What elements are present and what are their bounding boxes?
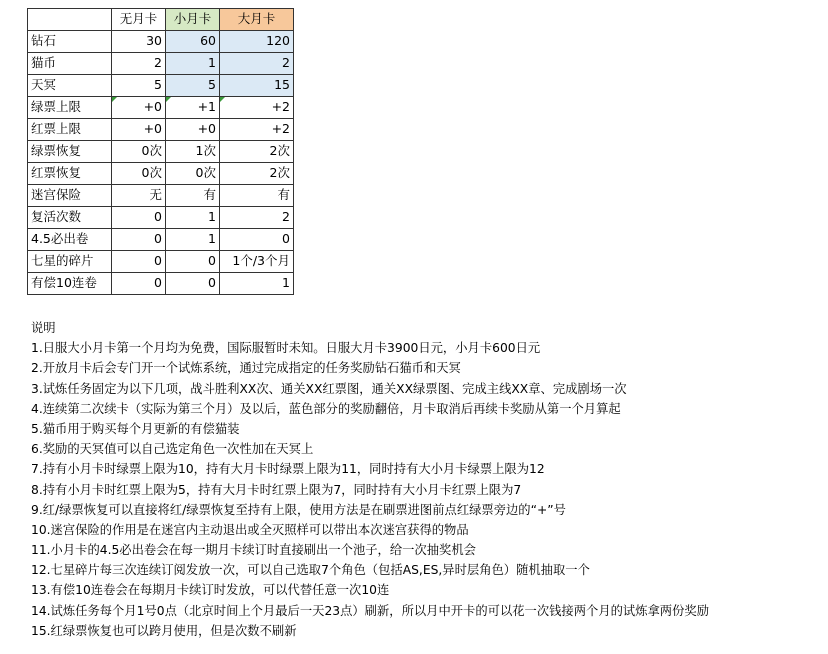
cell-large-card: 120: [220, 31, 294, 53]
row-label: 迷宫保险: [28, 185, 112, 207]
row-label: 绿票上限: [28, 97, 112, 119]
note-item: 2.开放月卡后会专门开一个试炼系统，通过完成指定的任务奖励钻石猫币和天冥: [31, 361, 461, 376]
table-row: [28, 31, 294, 53]
header-no-card: 无月卡: [112, 9, 166, 31]
row-label: 复活次数: [28, 207, 112, 229]
cell-small-card: 1次: [166, 141, 220, 163]
cell-small-card: 1: [166, 53, 220, 75]
cell-large-card: 15: [220, 75, 294, 97]
cell-no-card: 2: [112, 53, 166, 75]
cell-small-card: 0次: [166, 163, 220, 185]
table-row: [28, 141, 294, 163]
row-label: 红票恢复: [28, 163, 112, 185]
table-row: [28, 53, 294, 75]
cell-small-card: 5: [166, 75, 220, 97]
header-large-card: 大月卡: [220, 9, 294, 31]
cell-no-card: 0: [112, 207, 166, 229]
row-label: 4.5必出卷: [28, 229, 112, 251]
table-row: [28, 229, 294, 251]
monthly-card-comparison-table: [27, 8, 294, 295]
cell-small-card: 有: [166, 185, 220, 207]
row-label: 绿票恢复: [28, 141, 112, 163]
note-item: 14.试炼任务每个月1号0点（北京时间上个月最后一天23点）刷新，所以月中开卡的可以花一次钱接两个月的试炼拿两份奖励: [31, 603, 709, 618]
cell-small-card: 1: [166, 207, 220, 229]
cell-no-card: 0次: [112, 163, 166, 185]
table-header-row: [28, 9, 294, 31]
table-row: [28, 207, 294, 229]
note-item: 15.红绿票恢复也可以跨月使用，但是次数不刷新: [31, 623, 297, 638]
notes-section: [31, 318, 709, 641]
cell-large-card: 0: [220, 229, 294, 251]
cell-large-card: +2: [220, 119, 294, 141]
note-item: 3.试炼任务固定为以下几项，战斗胜利XX次、通关XX红票图，通关XX绿票图、完成主线XX章、完成剧场一次: [31, 381, 627, 396]
cell-small-card: 0: [166, 251, 220, 273]
cell-small-card: 1: [166, 229, 220, 251]
cell-small-card: +0: [166, 119, 220, 141]
note-item: 12.七星碎片每三次连续订阅发放一次，可以自己选取7个角色（包括AS,ES,异时层角色）随机抽取一个: [31, 563, 590, 578]
cell-large-card: 1个/3个月: [220, 251, 294, 273]
header-small-card: 小月卡: [166, 9, 220, 31]
note-item: 1.日服大小月卡第一个月均为免费，国际服暂时未知。日服大月卡3900日元，小月卡600日元: [31, 341, 541, 356]
cell-large-card: 2次: [220, 163, 294, 185]
cell-large-card: 2: [220, 207, 294, 229]
table-row: [28, 97, 294, 119]
note-item: 7.持有小月卡时绿票上限为10，持有大月卡时绿票上限为11，同时持有大小月卡绿票上限为12: [31, 462, 545, 477]
table-body: [28, 9, 294, 295]
table-row: [28, 75, 294, 97]
cell-large-card: 2: [220, 53, 294, 75]
cell-no-card: 0: [112, 251, 166, 273]
cell-no-card: +0: [112, 97, 166, 119]
notes-title: 说明: [31, 321, 56, 335]
row-label: 有偿10连卷: [28, 273, 112, 295]
cell-no-card: 0: [112, 273, 166, 295]
note-item: 5.猫币用于购买每个月更新的有偿猫装: [31, 421, 240, 436]
note-item: 13.有偿10连卷会在每期月卡续订时发放，可以代替任意一次10连: [31, 583, 390, 598]
table-row: [28, 185, 294, 207]
cell-no-card: 30: [112, 31, 166, 53]
cell-small-card: 0: [166, 273, 220, 295]
cell-no-card: 0次: [112, 141, 166, 163]
note-item: 10.迷宫保险的作用是在迷宫内主动退出或全灭照样可以带出本次迷宫获得的物品: [31, 522, 469, 537]
note-item: 8.持有小月卡时红票上限为5，持有大月卡时红票上限为7，同时持有大小月卡红票上限为7: [31, 482, 522, 497]
cell-no-card: 0: [112, 229, 166, 251]
table-row: [28, 251, 294, 273]
cell-large-card: 1: [220, 273, 294, 295]
header-corner-cell: [28, 9, 112, 31]
note-item: 4.连续第二次续卡（实际为第三个月）及以后，蓝色部分的奖励翻倍，月卡取消后再续卡奖励从第一个月算起: [31, 401, 621, 416]
cell-large-card: +2: [220, 97, 294, 119]
cell-small-card: 60: [166, 31, 220, 53]
cell-no-card: 无: [112, 185, 166, 207]
table-row: [28, 163, 294, 185]
note-item: 9.红/绿票恢复可以直接将红/绿票恢复至持有上限，使用方法是在刷票进图前点红绿票旁边的“+”号: [31, 502, 566, 517]
cell-no-card: 5: [112, 75, 166, 97]
row-label: 七星的碎片: [28, 251, 112, 273]
table-row: [28, 119, 294, 141]
table-row: [28, 273, 294, 295]
row-label: 红票上限: [28, 119, 112, 141]
cell-large-card: 2次: [220, 141, 294, 163]
cell-no-card: +0: [112, 119, 166, 141]
row-label: 猫币: [28, 53, 112, 75]
note-item: 6.奖励的天冥值可以自己选定角色一次性加在天冥上: [31, 442, 314, 457]
note-item: 11.小月卡的4.5必出卷会在每一期月卡续订时直接刷出一个池子，给一次抽奖机会: [31, 543, 476, 558]
row-label: 天冥: [28, 75, 112, 97]
cell-small-card: +1: [166, 97, 220, 119]
row-label: 钻石: [28, 31, 112, 53]
cell-large-card: 有: [220, 185, 294, 207]
